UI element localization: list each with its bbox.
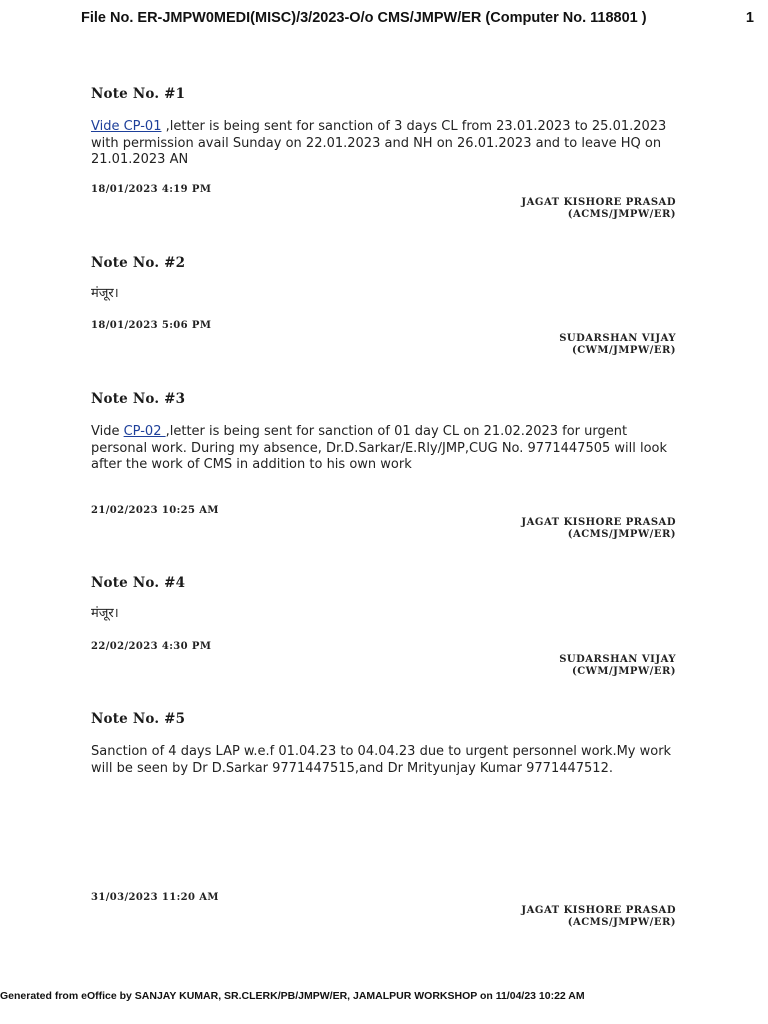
page-number: 1 <box>745 10 754 26</box>
note-2 <box>91 255 681 303</box>
note-title: Note No. #2 <box>91 255 186 271</box>
signer-designation: (ACMS/JMPW/ER) <box>567 917 676 928</box>
signer-name: JAGAT KISHORE PRASAD <box>521 197 676 208</box>
file-number-title: File No. ER-JMPW0MEDI(MISC)/3/2023-O/o CMS/JMPW/ER (Computer No. 118801 ) <box>81 10 647 26</box>
signer-name: JAGAT KISHORE PRASAD <box>521 905 676 916</box>
note-body <box>91 119 681 169</box>
note-title: Note No. #4 <box>91 575 186 591</box>
note-prefix: Vide <box>91 424 124 439</box>
note-5-date: 31/03/2023 11:20 AM <box>91 892 219 903</box>
note-2-signature <box>559 333 676 357</box>
signer-designation: (ACMS/JMPW/ER) <box>567 529 676 540</box>
note-5 <box>91 711 681 777</box>
cp-02-link[interactable]: CP-02 <box>123 424 166 439</box>
signer-designation: (ACMS/JMPW/ER) <box>567 209 676 220</box>
note-4 <box>91 575 681 623</box>
note-text: ,letter is being sent for sanction of 01 day CL on 21.02.2023 for urgent personal work. During my absence, Dr.D.Sarkar/E.Rly/JMP,CUG No. 9771447505 will look after the work of CMS in addition to his own work <box>91 424 668 472</box>
signer-name: JAGAT KISHORE PRASAD <box>521 517 676 528</box>
note-4-signature <box>559 654 676 678</box>
note-4-date: 22/02/2023 4:30 PM <box>91 641 212 652</box>
signer-name: SUDARSHAN VIJAY <box>559 333 676 344</box>
note-3-date: 21/02/2023 10:25 AM <box>91 505 219 516</box>
page-header <box>0 10 768 30</box>
note-text: ,letter is being sent for sanction of 3 days CL from 23.01.2023 to 25.01.2023 with permission avail Sunday on 22.01.2023 and NH on 26.01.2023 and to leave HQ on 21.01.2023 AN <box>91 119 667 167</box>
note-text: मंजूर। <box>91 286 119 301</box>
signer-designation: (CWM/JMPW/ER) <box>571 666 676 677</box>
note-1-signature <box>521 197 676 221</box>
note-2-date: 18/01/2023 5:06 PM <box>91 320 212 331</box>
generated-footer: Generated from eOffice by SANJAY KUMAR, SR.CLERK/PB/JMPW/ER, JAMALPUR WORKSHOP on 11/04/23 10:22 AM <box>0 990 585 1002</box>
signer-designation: (CWM/JMPW/ER) <box>571 345 676 356</box>
note-1-date: 18/01/2023 4:19 PM <box>91 184 212 195</box>
note-3 <box>91 391 681 474</box>
note-1 <box>91 86 681 169</box>
note-text: मंजूर। <box>91 606 119 621</box>
cp-01-link[interactable]: Vide CP-01 <box>91 119 162 134</box>
note-title: Note No. #5 <box>91 711 186 727</box>
note-3-signature <box>521 517 676 541</box>
note-title: Note No. #1 <box>91 86 186 102</box>
signer-name: SUDARSHAN VIJAY <box>559 654 676 665</box>
note-text: Sanction of 4 days LAP w.e.f 01.04.23 to 04.04.23 due to urgent personnel work.My work will be seen by Dr D.Sarkar 9771447515,and Dr Mrityunjay Kumar 9771447512. <box>91 744 672 776</box>
note-title: Note No. #3 <box>91 391 186 407</box>
note-5-signature <box>521 905 676 929</box>
note-body <box>91 424 681 474</box>
